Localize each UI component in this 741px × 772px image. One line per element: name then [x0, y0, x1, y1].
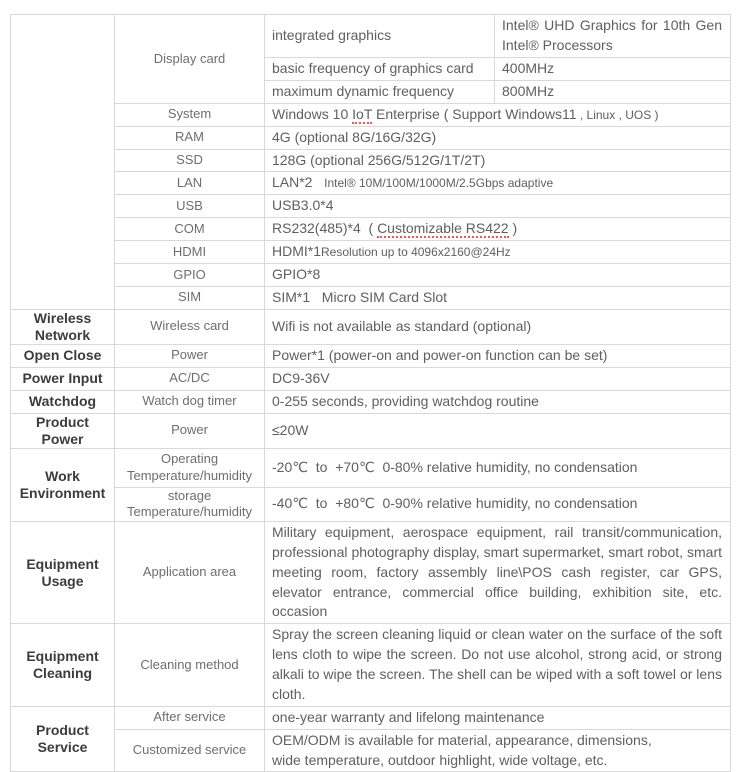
group-cell-equipment-cleaning: Equipment Cleaning [11, 624, 115, 707]
com-value-text: RS232(485)*4 ( [272, 220, 378, 237]
hdmi-value-small-text: Resolution up to 4096x2160@24Hz [321, 245, 511, 259]
group-cell-power-input: Power Input [11, 367, 115, 390]
spec-value-integrated-graphics: Intel® UHD Graphics for 10th Gen Intel® Processors [495, 15, 731, 58]
spec-value-hdmi [265, 241, 731, 264]
spec-value-basic-frequency: 400MHz [495, 58, 731, 81]
spec-value-usb: USB3.0*4 [265, 195, 731, 218]
spec-label-wireless-card: Wireless card [115, 309, 265, 344]
spec-label-ssd: SSD [115, 149, 265, 172]
group-cell-wireless-network: Wireless Network [11, 309, 115, 344]
spec-label-operating-temperature: Operating Temperature/humidity [115, 448, 265, 487]
lan-value-text: LAN*2 [272, 174, 325, 191]
spec-name-maximum-dynamic-frequency: maximum dynamic frequency [265, 80, 495, 103]
lan-value-small-text: Intel® 10M/100M/1000M/2.5Gbps adaptive [324, 176, 554, 191]
spec-label-ram: RAM [115, 126, 265, 149]
spec-value-gpio: GPIO*8 [265, 263, 731, 286]
spec-sheet-page [0, 14, 741, 768]
hdmi-value-text: HDMI*1 [272, 243, 322, 259]
spec-label-com: COM [115, 218, 265, 241]
spec-value-lan [265, 172, 731, 195]
spec-label-storage-temperature: storage Temperature/humidity [115, 487, 265, 521]
spec-table [10, 14, 731, 772]
spec-value-cleaning-method: Spray the screen cleaning liquid or clean water on the surface of the soft lens cloth to wipe the screen. Do not use alcohol, strong acid, or strong alkali to wipe the screen. The shell can be wiped with a soft towel or lens cloth. [265, 624, 731, 707]
customized-service-line2: wide temperature, outdoor highlight, wide voltage, etc. [272, 751, 608, 768]
spec-value-watch-dog-timer: 0-255 seconds, providing watchdog routine [265, 390, 731, 413]
spec-label-sim: SIM [115, 286, 265, 309]
group-cell-product-service: Product Service [11, 706, 115, 772]
spec-value-sim: SIM*1 Micro SIM Card Slot [265, 286, 731, 309]
spellcheck-underlined-text: Customizable RS422 [377, 220, 509, 237]
spec-value-ram: 4G (optional 8G/16G/32G) [265, 126, 731, 149]
spec-value-storage-temperature: -40℃ to +80℃ 0-90% relative humidity, no condensation [265, 487, 731, 521]
spec-value-wireless-card: Wifi is not available as standard (optional) [265, 309, 731, 344]
spec-value-after-service: one-year warranty and lifelong maintenance [265, 706, 731, 729]
spec-label-hdmi: HDMI [115, 241, 265, 264]
spec-value-system [265, 103, 731, 126]
spec-value-customized-service [265, 729, 731, 772]
group-cell-empty [11, 15, 115, 310]
spec-value-ssd: 128G (optional 256G/512G/1T/2T) [265, 149, 731, 172]
spec-label-cleaning-method: Cleaning method [115, 624, 265, 707]
group-cell-open-close: Open Close [11, 344, 115, 367]
spec-label-ac-dc: AC/DC [115, 367, 265, 390]
system-value-small-text: , Linux , UOS ) [576, 107, 659, 122]
system-value-text: Enterprise ( Support Windows11 [372, 105, 577, 122]
spec-name-integrated-graphics: integrated graphics [265, 15, 495, 58]
customized-service-line1: OEM/ODM is available for material, appearance, dimensions, [272, 731, 652, 748]
spec-value-com [265, 218, 731, 241]
spec-label-system: System [115, 103, 265, 126]
spec-name-basic-frequency: basic frequency of graphics card [265, 58, 495, 81]
system-value-text: Windows 10 [272, 105, 353, 122]
spellcheck-underlined-text: IoT [352, 105, 373, 122]
spec-label-open-close-power: Power [115, 344, 265, 367]
spec-label-after-service: After service [115, 706, 265, 729]
com-value-text: ) [508, 220, 518, 237]
spec-label-lan: LAN [115, 172, 265, 195]
group-cell-work-environment: Work Environment [11, 448, 115, 521]
spec-value-operating-temperature: -20℃ to +70℃ 0-80% relative humidity, no condensation [265, 448, 731, 487]
spec-label-usb: USB [115, 195, 265, 218]
spec-value-application-area: Military equipment, aerospace equipment, rail transit/communication, professional photography display, smart supermarket, smart robot, smart meeting room, factory assembly line\POS cash register, car GPS, elevator entrance, commercial office building, exhibition site, etc. occasion [265, 521, 731, 623]
spec-label-customized-service: Customized service [115, 729, 265, 772]
spec-value-product-power: ≤20W [265, 413, 731, 448]
spec-value-ac-dc: DC9-36V [265, 367, 731, 390]
group-cell-watchdog: Watchdog [11, 390, 115, 413]
spec-label-gpio: GPIO [115, 263, 265, 286]
spec-label-watch-dog-timer: Watch dog timer [115, 390, 265, 413]
group-cell-equipment-usage: Equipment Usage [11, 521, 115, 623]
spec-label-product-power: Power [115, 413, 265, 448]
spec-label-application-area: Application area [115, 521, 265, 623]
spec-value-open-close-power: Power*1 (power-on and power-on function can be set) [265, 344, 731, 367]
spec-value-maximum-dynamic-frequency: 800MHz [495, 80, 731, 103]
group-cell-product-power: Product Power [11, 413, 115, 448]
spec-label-display-card: Display card [115, 15, 265, 104]
